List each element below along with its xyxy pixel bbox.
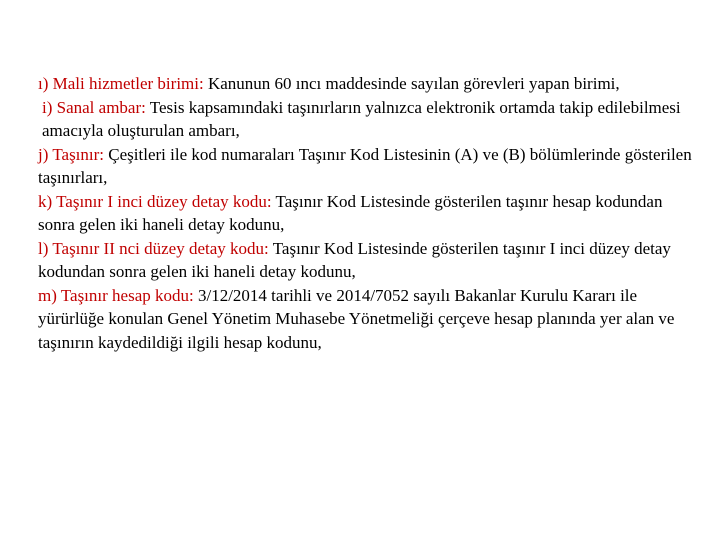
definition-item-tasinir-1-duzey-detay-kodu — [38, 190, 698, 237]
definition-text: Kanunun 60 ıncı maddesinde sayılan görevleri yapan birimi, — [203, 74, 620, 93]
definition-term: m) Taşınır hesap kodu: — [38, 285, 194, 305]
definition-term: l) Taşınır II nci düzey detay kodu: — [38, 238, 269, 258]
definition-text: 3/12/2014 tarihli ve 2014/7052 sayılı Bakanlar Kurulu Kararı ile yürürlüğe konulan Genel Yönetim Muhasebe Yönetmeliği çerçeve hesap planında yer alan ve taşınırın kaydedildiği ilgili hesap kodunu, — [38, 285, 675, 352]
definition-item-tasinir-hesap-kodu — [38, 284, 698, 355]
definition-text: Taşınır Kod Listesinde gösterilen taşınır I inci düzey detay kodundan sonra gelen iki haneli detay kodunu, — [38, 238, 671, 281]
definition-item-tasinir — [38, 143, 698, 190]
definition-text: Tesis kapsamındaki taşınırların yalnızca elektronik ortamda takip edilebilmesi amacıyla oluşturulan ambarı, — [42, 97, 681, 140]
definition-term: j) Taşınır: — [38, 144, 105, 164]
definition-item-sanal-ambar — [38, 96, 698, 143]
definition-term: ı) Mali hizmetler birimi: — [38, 74, 204, 93]
definition-term: k) Taşınır I inci düzey detay kodu: — [38, 191, 272, 211]
definition-term: i) Sanal ambar: — [42, 97, 146, 117]
definition-text: Taşınır Kod Listesinde gösterilen taşınır hesap kodundan sonra gelen iki haneli detay kodunu, — [38, 191, 663, 234]
definition-item-mali-hizmetler-birimi — [38, 72, 698, 96]
definition-text: Çeşitleri ile kod numaraları Taşınır Kod Listesinin (A) ve (B) bölümlerinde gösterilen taşınırları, — [38, 144, 692, 187]
definition-item-tasinir-2-duzey-detay-kodu — [38, 237, 698, 284]
definitions-text — [38, 72, 698, 354]
